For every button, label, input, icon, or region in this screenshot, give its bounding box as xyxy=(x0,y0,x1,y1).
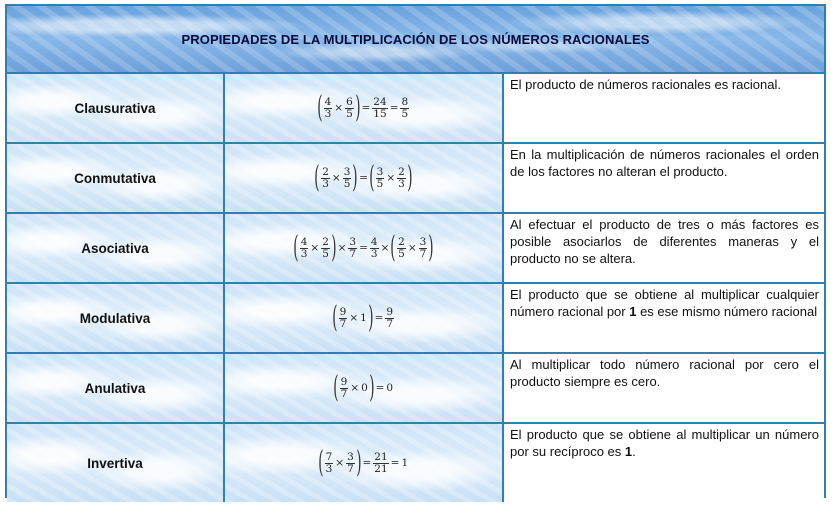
property-description: Al multiplicar todo número racional por cero el producto siempre es cero. xyxy=(504,354,824,422)
fraction xyxy=(385,307,394,330)
operator: = xyxy=(375,382,385,394)
numerator: 3 xyxy=(343,165,351,178)
formula-expression xyxy=(293,230,434,265)
fraction xyxy=(348,237,357,260)
denominator: 7 xyxy=(349,247,357,260)
fraction xyxy=(397,237,406,260)
table-row xyxy=(7,74,824,144)
parenthesis: ) xyxy=(369,370,375,405)
fraction xyxy=(324,97,333,120)
denominator: 7 xyxy=(419,247,427,260)
fraction xyxy=(321,237,330,260)
operator: × xyxy=(350,382,360,394)
numerator: 9 xyxy=(340,375,348,388)
numerator: 4 xyxy=(324,95,332,108)
operator: = xyxy=(374,312,384,324)
table-row xyxy=(7,144,824,214)
denominator: 7 xyxy=(347,462,354,475)
fraction xyxy=(370,237,379,260)
fraction xyxy=(419,237,428,260)
property-description xyxy=(504,284,824,352)
operator: × xyxy=(407,242,417,254)
fraction xyxy=(397,167,406,190)
numerator: 3 xyxy=(419,235,427,248)
operator: = xyxy=(359,242,368,254)
fraction xyxy=(376,167,385,190)
denominator: 3 xyxy=(324,107,332,120)
numerator: 3 xyxy=(349,235,357,248)
fraction xyxy=(343,167,352,190)
operator: × xyxy=(335,457,345,469)
numerator: 2 xyxy=(398,235,405,248)
parenthesis: ( xyxy=(369,160,375,195)
fraction xyxy=(346,452,355,475)
description-text: . xyxy=(632,444,636,459)
property-description xyxy=(504,424,824,502)
fraction xyxy=(340,377,349,400)
property-name: Modulativa xyxy=(7,284,225,352)
formula-expression xyxy=(333,370,394,405)
denominator: 5 xyxy=(398,247,405,260)
description-bold: 1 xyxy=(624,444,633,459)
fraction xyxy=(325,452,334,475)
denominator: 3 xyxy=(398,177,405,190)
fraction xyxy=(321,167,330,190)
denominator: 5 xyxy=(343,177,351,190)
property-formula xyxy=(225,284,504,352)
operator: = xyxy=(359,172,368,184)
denominator: 3 xyxy=(325,462,333,475)
formula-expression xyxy=(332,300,395,335)
operator: × xyxy=(380,242,390,254)
description-bold: 1 xyxy=(629,304,637,319)
description-text: es ese mismo número racional xyxy=(636,304,818,319)
parenthesis: ( xyxy=(333,370,339,405)
operator: × xyxy=(331,172,341,184)
fraction xyxy=(400,97,409,120)
parenthesis: ( xyxy=(317,90,323,125)
parenthesis: ) xyxy=(354,90,361,125)
table-row xyxy=(7,424,824,502)
operator: × xyxy=(386,172,396,184)
property-name: Anulativa xyxy=(7,354,225,422)
fraction xyxy=(372,97,387,120)
table-row xyxy=(7,354,824,424)
denominator: 7 xyxy=(339,317,347,330)
properties-table xyxy=(5,4,826,498)
operator: = xyxy=(390,457,400,469)
numerator: 24 xyxy=(373,95,387,108)
property-description: El producto de números racionales es racional. xyxy=(504,74,824,142)
table-row xyxy=(7,284,824,354)
property-name: Clausurativa xyxy=(7,74,225,142)
operator: × xyxy=(334,102,344,114)
formula-expression xyxy=(314,160,413,195)
parenthesis: ( xyxy=(314,160,320,195)
property-formula xyxy=(225,144,504,212)
property-formula xyxy=(225,424,504,502)
denominator: 5 xyxy=(322,247,329,260)
property-formula xyxy=(225,354,504,422)
denominator: 3 xyxy=(322,177,329,190)
numerator: 4 xyxy=(370,235,378,248)
numerator: 9 xyxy=(339,305,347,318)
denominator: 7 xyxy=(386,317,394,330)
fraction xyxy=(339,307,348,330)
parenthesis: ( xyxy=(332,300,338,335)
parenthesis: ) xyxy=(355,445,362,480)
table-header xyxy=(7,6,824,74)
denominator: 21 xyxy=(374,462,388,475)
numerator: 2 xyxy=(398,165,405,178)
number: 0 xyxy=(386,382,394,394)
parenthesis: ( xyxy=(318,445,324,480)
numerator: 9 xyxy=(386,305,394,318)
formula-expression xyxy=(318,445,409,480)
parenthesis: ) xyxy=(428,230,434,265)
fraction xyxy=(373,452,388,475)
operator: × xyxy=(310,242,320,254)
property-name: Asociativa xyxy=(7,214,225,282)
description-text: El producto que se obtiene al multiplicar cualquier número racional por xyxy=(510,287,819,319)
number: 0 xyxy=(361,382,368,394)
parenthesis: ) xyxy=(407,160,413,195)
numerator: 8 xyxy=(401,95,409,108)
table-row xyxy=(7,214,824,284)
parenthesis: ( xyxy=(293,230,299,265)
fraction xyxy=(345,97,354,120)
denominator: 7 xyxy=(340,387,348,400)
property-formula xyxy=(225,214,504,282)
denominator: 5 xyxy=(401,107,409,120)
number: 1 xyxy=(401,457,409,469)
property-description: Al efectuar el producto de tres o más factores es posible asociarlos de diferentes maneras y el producto no se altera. xyxy=(504,214,824,282)
numerator: 6 xyxy=(346,95,353,108)
operator: × xyxy=(349,312,359,324)
operator: = xyxy=(362,457,372,469)
property-formula xyxy=(225,74,504,142)
denominator: 3 xyxy=(370,247,378,260)
formula-expression xyxy=(317,90,410,125)
numerator: 4 xyxy=(300,235,308,248)
numerator: 2 xyxy=(322,235,329,248)
property-name: Invertiva xyxy=(7,424,225,502)
description-text: El producto que se obtiene al multiplicar un número por su recíproco es xyxy=(510,427,819,459)
parenthesis: ) xyxy=(368,300,374,335)
property-name: Conmutativa xyxy=(7,144,225,212)
parenthesis: ) xyxy=(352,160,358,195)
denominator: 5 xyxy=(346,107,353,120)
operator: = xyxy=(389,102,399,114)
operator: × xyxy=(337,242,347,254)
numerator: 2 xyxy=(322,165,329,178)
fraction xyxy=(300,237,309,260)
operator: = xyxy=(361,102,371,114)
numerator: 7 xyxy=(325,450,333,463)
denominator: 5 xyxy=(376,177,384,190)
parenthesis: ) xyxy=(331,230,337,265)
number: 1 xyxy=(360,312,367,324)
numerator: 3 xyxy=(347,450,354,463)
table-body xyxy=(7,74,824,502)
denominator: 15 xyxy=(373,107,387,120)
parenthesis: ( xyxy=(390,230,396,265)
table-title: PROPIEDADES DE LA MULTIPLICACIÓN DE LOS NÚMEROS RACIONALES xyxy=(181,31,650,47)
property-description: En la multiplicación de números racionales el orden de los factores no alteran el producto. xyxy=(504,144,824,212)
numerator: 21 xyxy=(374,450,388,463)
denominator: 3 xyxy=(300,247,308,260)
numerator: 3 xyxy=(376,165,384,178)
